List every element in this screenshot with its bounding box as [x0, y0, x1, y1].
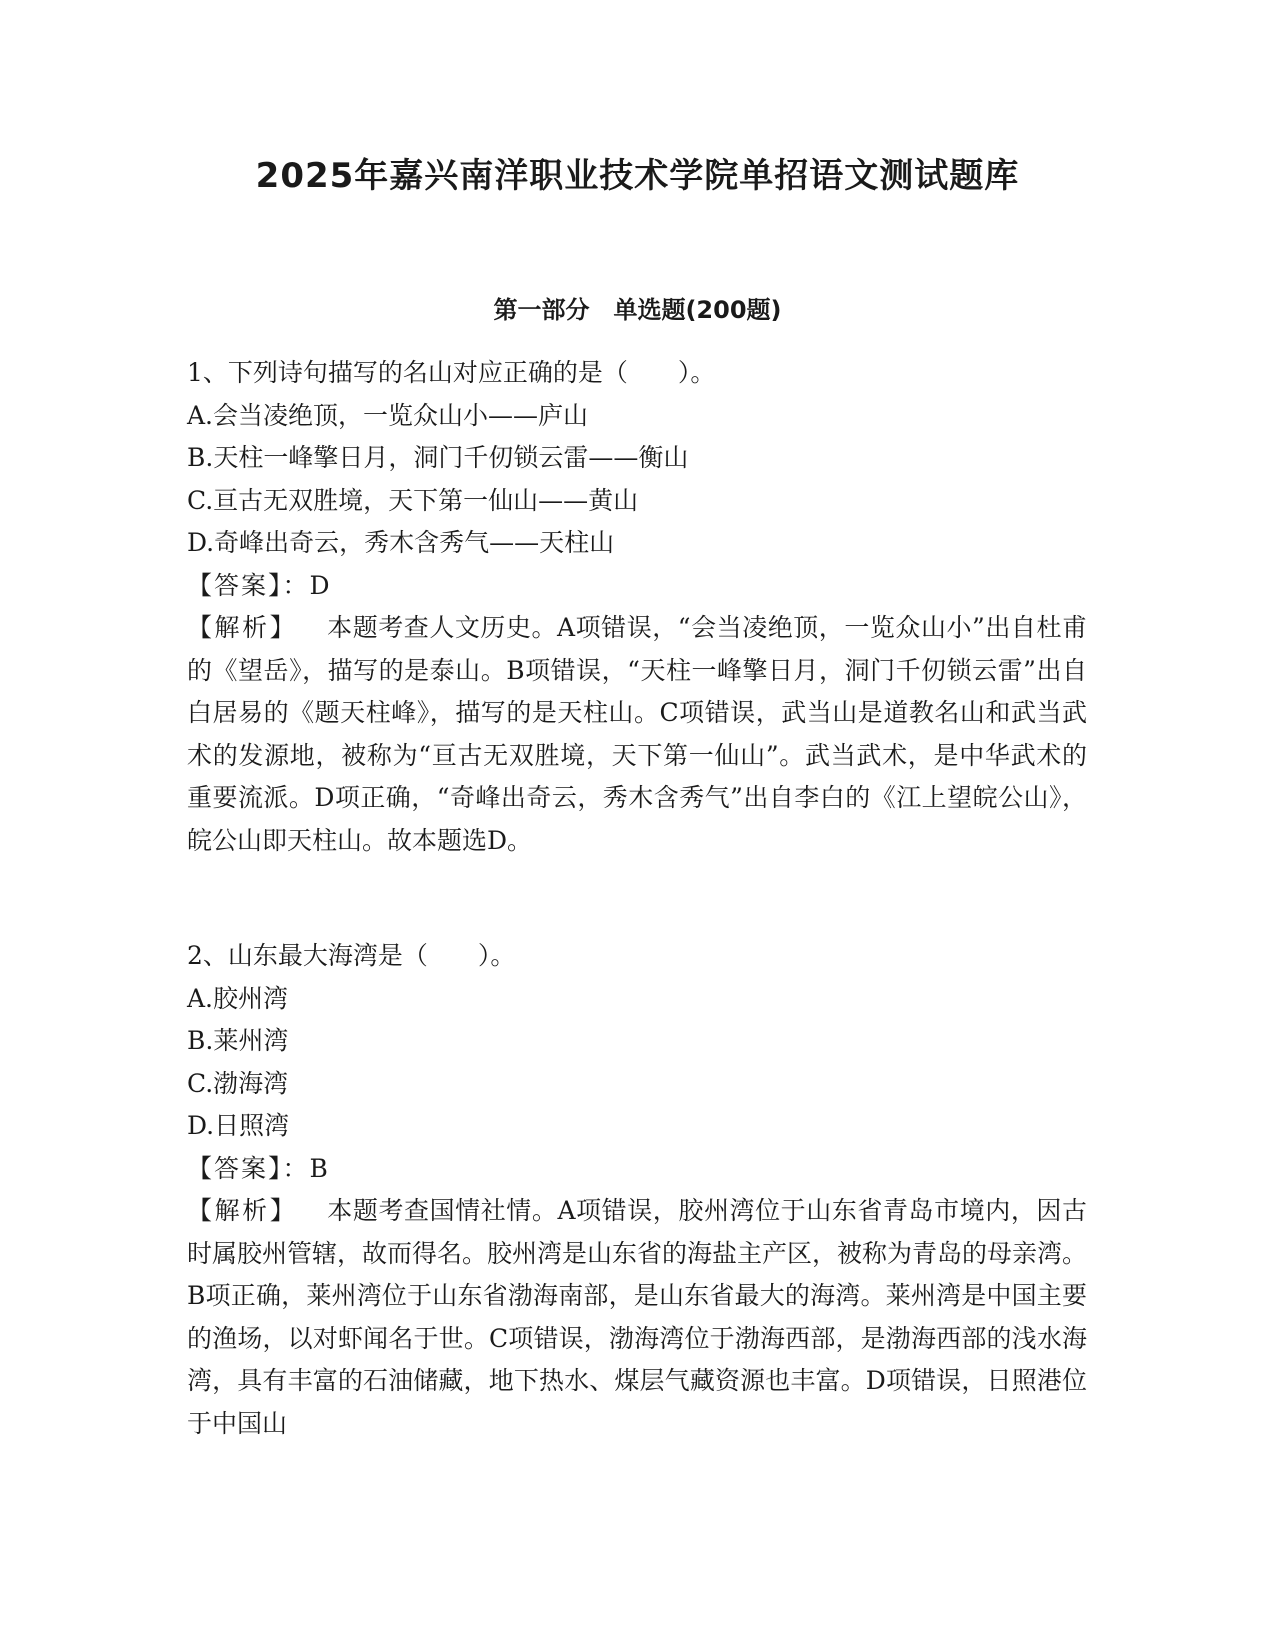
question-block: [187, 935, 1087, 1445]
answer-label: 【答案】：: [187, 570, 310, 600]
answer-value: B: [309, 1153, 328, 1183]
answer-line: [187, 1148, 1087, 1191]
answer-line: [187, 565, 1087, 608]
option-a: A.胶州湾: [187, 983, 289, 1013]
analysis-paragraph: [187, 607, 1087, 862]
analysis-text: 本题考查人文历史。A项错误，“会当凌绝顶，一览众山小”出自杜甫的《望岳》，描写的是泰山。B项错误，“天柱一峰擎日月，洞门千仞锁云雷”出自白居易的《题天柱峰》，描写的是天柱山。C项错误，武当山是道教名山和武当武术的发源地，被称为“亘古无双胜境，天下第一仙山”。武当武术，是中华武术的重要流派。D项正确，“奇峰出奇云，秀木含秀气”出自李白的《江上望皖公山》，皖公山即天柱山。故本题选D。: [187, 613, 1087, 855]
question-stem: 2、山东最大海湾是（ ）。: [187, 941, 516, 970]
section-title: 第一部分 单选题(200题): [493, 296, 782, 324]
analysis-label: 【解析】: [187, 613, 298, 642]
question-block: [187, 352, 1087, 862]
question-stem: 1、下列诗句描写的名山对应正确的是（ ）。: [187, 358, 716, 387]
analysis-paragraph: [187, 1190, 1087, 1445]
option-c: C.渤海湾: [187, 1068, 289, 1098]
option-b: B.莱州湾: [187, 1026, 289, 1055]
option-b: B.天柱一峰擎日月，洞门千仞锁云雷——衡山: [187, 443, 689, 472]
option-d: D.奇峰出奇云，秀木含秀气——天柱山: [187, 528, 615, 557]
analysis-text: 本题考查国情社情。A项错误，胶州湾位于山东省青岛市境内，因古时属胶州管辖，故而得名。胶州湾是山东省的海盐主产区，被称为青岛的母亲湾。B项正确，莱州湾位于山东省渤海南部，是山东省最大的海湾。莱州湾是中国主要的渔场，以对虾闻名于世。C项错误，渤海湾位于渤海西部，是渤海西部的浅水海湾，具有丰富的石油储藏，地下热水、煤层气藏资源也丰富。D项错误，日照港位于中国山: [187, 1196, 1088, 1438]
answer-value: D: [309, 570, 330, 600]
option-a: A.会当凌绝顶，一览众山小——庐山: [187, 400, 589, 430]
analysis-label: 【解析】: [187, 1196, 298, 1225]
document-title: 2025年嘉兴南洋职业技术学院单招语文测试题库: [255, 156, 1020, 196]
answer-label: 【答案】：: [187, 1153, 310, 1183]
option-d: D.日照湾: [187, 1111, 290, 1140]
option-c: C.亘古无双胜境，天下第一仙山——黄山: [187, 485, 639, 515]
